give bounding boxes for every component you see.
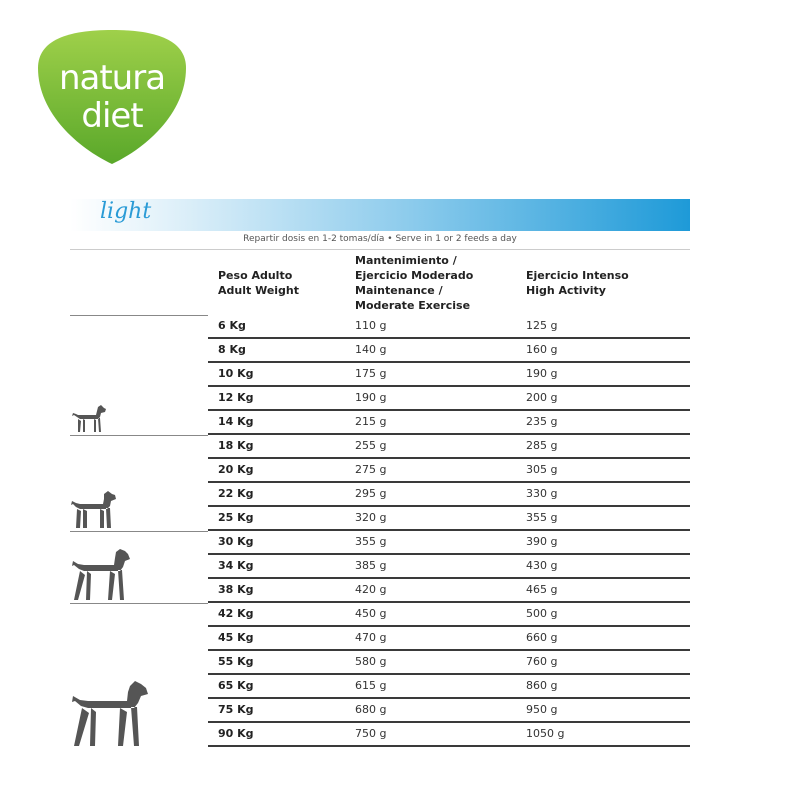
logo-text-line1: natura xyxy=(58,58,166,98)
high-activity-cell: 330 g xyxy=(526,487,558,500)
weight-cell: 8 Kg xyxy=(218,343,246,356)
maintenance-cell: 110 g xyxy=(355,319,387,332)
high-activity-cell: 390 g xyxy=(526,535,558,548)
maintenance-cell: 275 g xyxy=(355,463,387,476)
high-activity-cell: 500 g xyxy=(526,607,558,620)
maintenance-cell: 385 g xyxy=(355,559,387,572)
weight-cell: 65 Kg xyxy=(218,679,254,692)
brand-logo xyxy=(36,28,188,166)
maintenance-cell: 615 g xyxy=(355,679,387,692)
table-row xyxy=(208,387,690,411)
table-row xyxy=(208,363,690,387)
weight-cell: 42 Kg xyxy=(218,607,254,620)
table-row xyxy=(208,507,690,531)
medium-dog-icon xyxy=(70,490,118,530)
weight-cell: 22 Kg xyxy=(218,487,254,500)
high-activity-cell: 355 g xyxy=(526,511,558,524)
column-header-maint-line2: Ejercicio Moderado xyxy=(355,269,474,282)
maintenance-cell: 680 g xyxy=(355,703,387,716)
weight-cell: 34 Kg xyxy=(218,559,254,572)
maintenance-cell: 255 g xyxy=(355,439,387,452)
high-activity-cell: 1050 g xyxy=(526,727,565,740)
column-header-intense-en: High Activity xyxy=(526,284,606,297)
maintenance-cell: 140 g xyxy=(355,343,387,356)
group-divider xyxy=(70,435,208,436)
table-row xyxy=(208,699,690,723)
maintenance-cell: 190 g xyxy=(355,391,387,404)
column-header-maintenance xyxy=(355,253,473,313)
maintenance-cell: 580 g xyxy=(355,655,387,668)
table-row xyxy=(208,675,690,699)
high-activity-cell: 160 g xyxy=(526,343,558,356)
table-row xyxy=(208,723,690,747)
high-activity-cell: 660 g xyxy=(526,631,558,644)
weight-cell: 10 Kg xyxy=(218,367,254,380)
high-activity-cell: 860 g xyxy=(526,679,558,692)
maintenance-cell: 750 g xyxy=(355,727,387,740)
divider xyxy=(70,249,690,250)
column-header-weight-en: Adult Weight xyxy=(218,284,300,297)
table-row xyxy=(208,315,690,339)
weight-cell: 25 Kg xyxy=(218,511,254,524)
high-activity-cell: 430 g xyxy=(526,559,558,572)
table-row xyxy=(208,555,690,579)
maintenance-cell: 420 g xyxy=(355,583,387,596)
maintenance-cell: 175 g xyxy=(355,367,387,380)
maintenance-cell: 320 g xyxy=(355,511,387,524)
column-header-maint-line4: Moderate Exercise xyxy=(355,299,471,312)
table-row xyxy=(208,411,690,435)
product-title: light xyxy=(100,199,152,224)
weight-cell: 90 Kg xyxy=(218,727,254,740)
maintenance-cell: 450 g xyxy=(355,607,387,620)
product-header-bar xyxy=(70,199,690,231)
weight-cell: 38 Kg xyxy=(218,583,254,596)
high-activity-cell: 285 g xyxy=(526,439,558,452)
column-header-weight-es: Peso Adulto xyxy=(218,269,293,282)
high-activity-cell: 305 g xyxy=(526,463,558,476)
high-activity-cell: 950 g xyxy=(526,703,558,716)
weight-cell: 12 Kg xyxy=(218,391,254,404)
serving-note: Repartir dosis en 1-2 tomas/día • Serve in 1 or 2 feeds a day xyxy=(243,234,517,244)
high-activity-cell: 190 g xyxy=(526,367,558,380)
weight-cell: 20 Kg xyxy=(218,463,254,476)
maintenance-cell: 355 g xyxy=(355,535,387,548)
maintenance-cell: 215 g xyxy=(355,415,387,428)
table-row xyxy=(208,603,690,627)
giant-dog-icon xyxy=(70,680,150,748)
table-row xyxy=(208,531,690,555)
high-activity-cell: 200 g xyxy=(526,391,558,404)
column-header-maint-line1: Mantenimiento / xyxy=(355,254,457,267)
table-row xyxy=(208,579,690,603)
high-activity-cell: 125 g xyxy=(526,319,558,332)
table-row xyxy=(208,627,690,651)
maintenance-cell: 470 g xyxy=(355,631,387,644)
table-row xyxy=(208,651,690,675)
weight-cell: 6 Kg xyxy=(218,319,246,332)
group-divider xyxy=(70,531,208,532)
column-header-intense-es: Ejercicio Intenso xyxy=(526,269,629,282)
high-activity-cell: 235 g xyxy=(526,415,558,428)
weight-cell: 18 Kg xyxy=(218,439,254,452)
column-header-maint-line3: Maintenance / xyxy=(355,284,443,297)
table-row xyxy=(208,435,690,459)
maintenance-cell: 295 g xyxy=(355,487,387,500)
table-row xyxy=(208,339,690,363)
column-header-intense xyxy=(526,268,629,298)
group-divider xyxy=(70,603,208,604)
weight-cell: 45 Kg xyxy=(218,631,254,644)
table-row xyxy=(208,459,690,483)
small-dog-icon xyxy=(70,403,108,435)
large-dog-icon xyxy=(70,548,132,602)
column-header-weight xyxy=(218,268,299,298)
weight-cell: 14 Kg xyxy=(218,415,254,428)
high-activity-cell: 760 g xyxy=(526,655,558,668)
weight-cell: 75 Kg xyxy=(218,703,254,716)
group-divider xyxy=(70,315,208,316)
high-activity-cell: 465 g xyxy=(526,583,558,596)
weight-cell: 55 Kg xyxy=(218,655,254,668)
logo-text-line2: diet xyxy=(81,96,143,136)
table-row xyxy=(208,483,690,507)
weight-cell: 30 Kg xyxy=(218,535,254,548)
